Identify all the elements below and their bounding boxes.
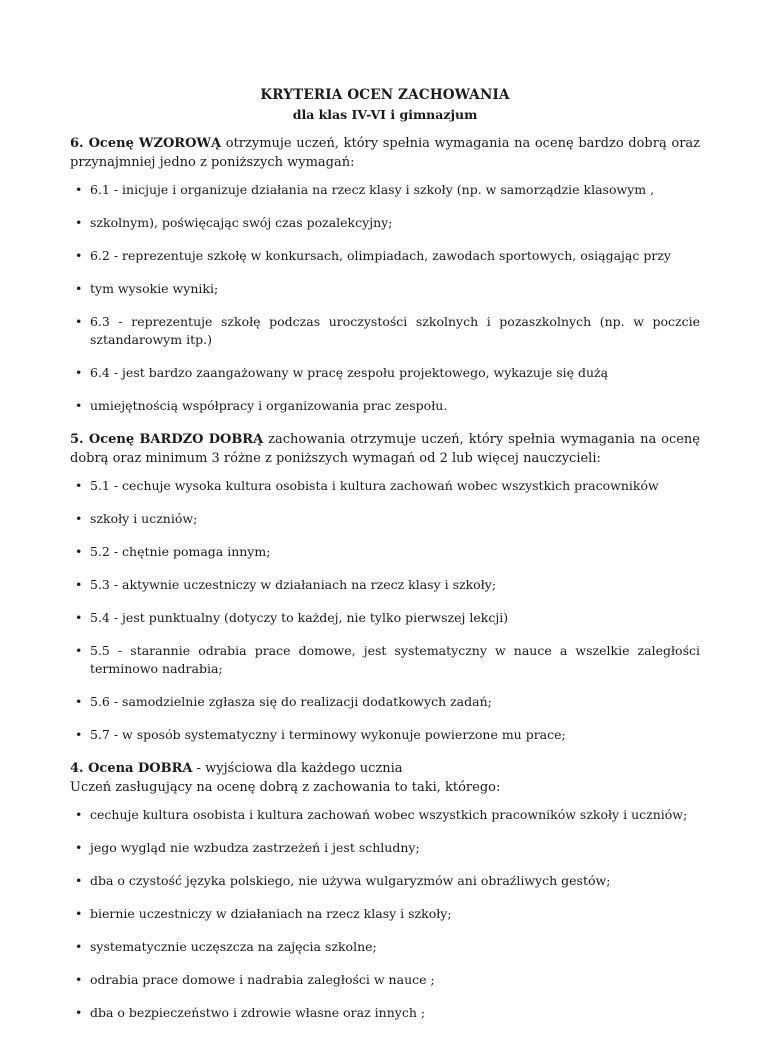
section-heading: [70, 430, 700, 468]
criteria-item: [70, 510, 700, 528]
grade-section: [70, 759, 700, 1022]
bullet-icon: •: [75, 972, 83, 987]
bullet-icon: •: [75, 643, 83, 658]
bullet-icon: •: [75, 610, 83, 625]
criteria-text: 5.7 - w sposób systematyczny i terminowy wykonuje powierzone mu prace;: [90, 727, 566, 742]
bullet-icon: •: [75, 939, 83, 954]
criteria-item: [70, 971, 700, 989]
criteria-text: dba o bezpieczeństwo i zdrowie własne oraz innych ;: [90, 1005, 426, 1020]
criteria-text: tym wysokie wyniki;: [90, 281, 219, 296]
criteria-item: [70, 806, 700, 824]
criteria-text: biernie uczestniczy w działaniach na rzecz klasy i szkoły;: [90, 906, 452, 921]
sections-container: [70, 134, 700, 1022]
criteria-item: [70, 181, 700, 199]
bullet-icon: •: [75, 215, 83, 230]
bullet-icon: •: [75, 840, 83, 855]
criteria-item: [70, 313, 700, 349]
criteria-item: [70, 397, 700, 415]
criteria-item: [70, 1004, 700, 1022]
criteria-item: [70, 543, 700, 561]
grade-section: [70, 134, 700, 415]
criteria-text: 6.3 - reprezentuje szkołę podczas uroczystości szkolnych i pozaszkolnych (np. w poczcie sztandarowym itp.): [90, 314, 700, 347]
criteria-text: dba o czystość języka polskiego, nie używa wulgaryzmów ani obraźliwych gestów;: [90, 873, 611, 888]
criteria-item: [70, 609, 700, 627]
section-grade-label: 5. Ocenę BARDZO DOBRĄ: [70, 432, 264, 447]
section-grade-label: 4. Ocena DOBRA: [70, 761, 193, 776]
document-page: [70, 86, 700, 1037]
criteria-list: [70, 806, 700, 1022]
criteria-text: 5.4 - jest punktualny (dotyczy to każdej, nie tylko pierwszej lekcji): [90, 610, 509, 625]
criteria-item: [70, 872, 700, 890]
bullet-icon: •: [75, 727, 83, 742]
bullet-icon: •: [75, 398, 83, 413]
criteria-text: 6.1 - inicjuje i organizuje działania na rzecz klasy i szkoły (np. w samorządzie klasowym ,: [90, 182, 655, 197]
criteria-item: [70, 693, 700, 711]
criteria-item: [70, 364, 700, 382]
bullet-icon: •: [75, 544, 83, 559]
criteria-item: [70, 905, 700, 923]
criteria-text: 5.5 - starannie odrabia prace domowe, jest systematyczny w nauce a wszelkie zaległości terminowo nadrabia;: [90, 643, 700, 676]
criteria-item: [70, 247, 700, 265]
bullet-icon: •: [75, 248, 83, 263]
section-heading: [70, 134, 700, 172]
criteria-text: odrabia prace domowe i nadrabia zaległości w nauce ;: [90, 972, 435, 987]
criteria-item: [70, 726, 700, 744]
criteria-list: [70, 477, 700, 744]
criteria-text: 5.6 - samodzielnie zgłasza się do realizacji dodatkowych zadań;: [90, 694, 492, 709]
grade-section: [70, 430, 700, 744]
bullet-icon: •: [75, 511, 83, 526]
criteria-text: 5.3 - aktywnie uczestniczy w działaniach na rzecz klasy i szkoły;: [90, 577, 497, 592]
bullet-icon: •: [75, 365, 83, 380]
criteria-item: [70, 280, 700, 298]
bullet-icon: •: [75, 182, 83, 197]
document-subtitle: dla klas IV-VI i gimnazjum: [292, 107, 478, 122]
bullet-icon: •: [75, 478, 83, 493]
bullet-icon: •: [75, 314, 83, 329]
section-heading: [70, 759, 700, 778]
criteria-list: [70, 181, 700, 415]
section-heading-text: otrzymuje uczeń, który spełnia wymagania na ocenę bardzo dobrą oraz przynajmniej jedno z poniższych wymagań:: [70, 136, 701, 170]
bullet-icon: •: [75, 1005, 83, 1020]
criteria-item: [70, 642, 700, 678]
bullet-icon: •: [75, 577, 83, 592]
criteria-item: [70, 938, 700, 956]
criteria-text: szkoły i uczniów;: [90, 511, 198, 526]
criteria-text: jego wygląd nie wzbudza zastrzeżeń i jest schludny;: [90, 840, 420, 855]
bullet-icon: •: [75, 281, 83, 296]
section-grade-label: 6. Ocenę WZOROWĄ: [70, 136, 222, 151]
criteria-item: [70, 576, 700, 594]
bullet-icon: •: [75, 694, 83, 709]
criteria-text: 5.1 - cechuje wysoka kultura osobista i kultura zachowań wobec wszystkich pracowników: [90, 478, 659, 493]
section-heading-text: - wyjściowa dla każdego ucznia: [192, 761, 403, 776]
criteria-text: umiejętnością współpracy i organizowania prac zespołu.: [90, 398, 448, 413]
bullet-icon: •: [75, 807, 83, 822]
bullet-icon: •: [75, 873, 83, 888]
criteria-text: systematycznie uczęszcza na zajęcia szkolne;: [90, 939, 377, 954]
bullet-icon: •: [75, 906, 83, 921]
criteria-text: cechuje kultura osobista i kultura zachowań wobec wszystkich pracowników szkoły i uczniów;: [90, 807, 688, 822]
section-heading-text: zachowania otrzymuje uczeń, który spełnia wymagania na ocenę dobrą oraz minimum 3 różne z poniższych wymagań od 2 lub więcej nauczycieli:: [70, 432, 700, 466]
document-title: KRYTERIA OCEN ZACHOWANIA: [260, 87, 510, 103]
criteria-item: [70, 839, 700, 857]
criteria-item: [70, 214, 700, 232]
section-heading-line2: Uczeń zasługujący na ocenę dobrą z zachowania to taki, którego:: [70, 780, 501, 795]
criteria-text: 5.2 - chętnie pomaga innym;: [90, 544, 271, 559]
criteria-item: [70, 477, 700, 495]
criteria-text: 6.2 - reprezentuje szkołę w konkursach, olimpiadach, zawodach sportowych, osiągając przy: [90, 248, 671, 263]
criteria-text: szkolnym), poświęcając swój czas pozalekcyjny;: [90, 215, 393, 230]
criteria-text: 6.4 - jest bardzo zaangażowany w pracę zespołu projektowego, wykazuje się dużą: [90, 365, 609, 380]
